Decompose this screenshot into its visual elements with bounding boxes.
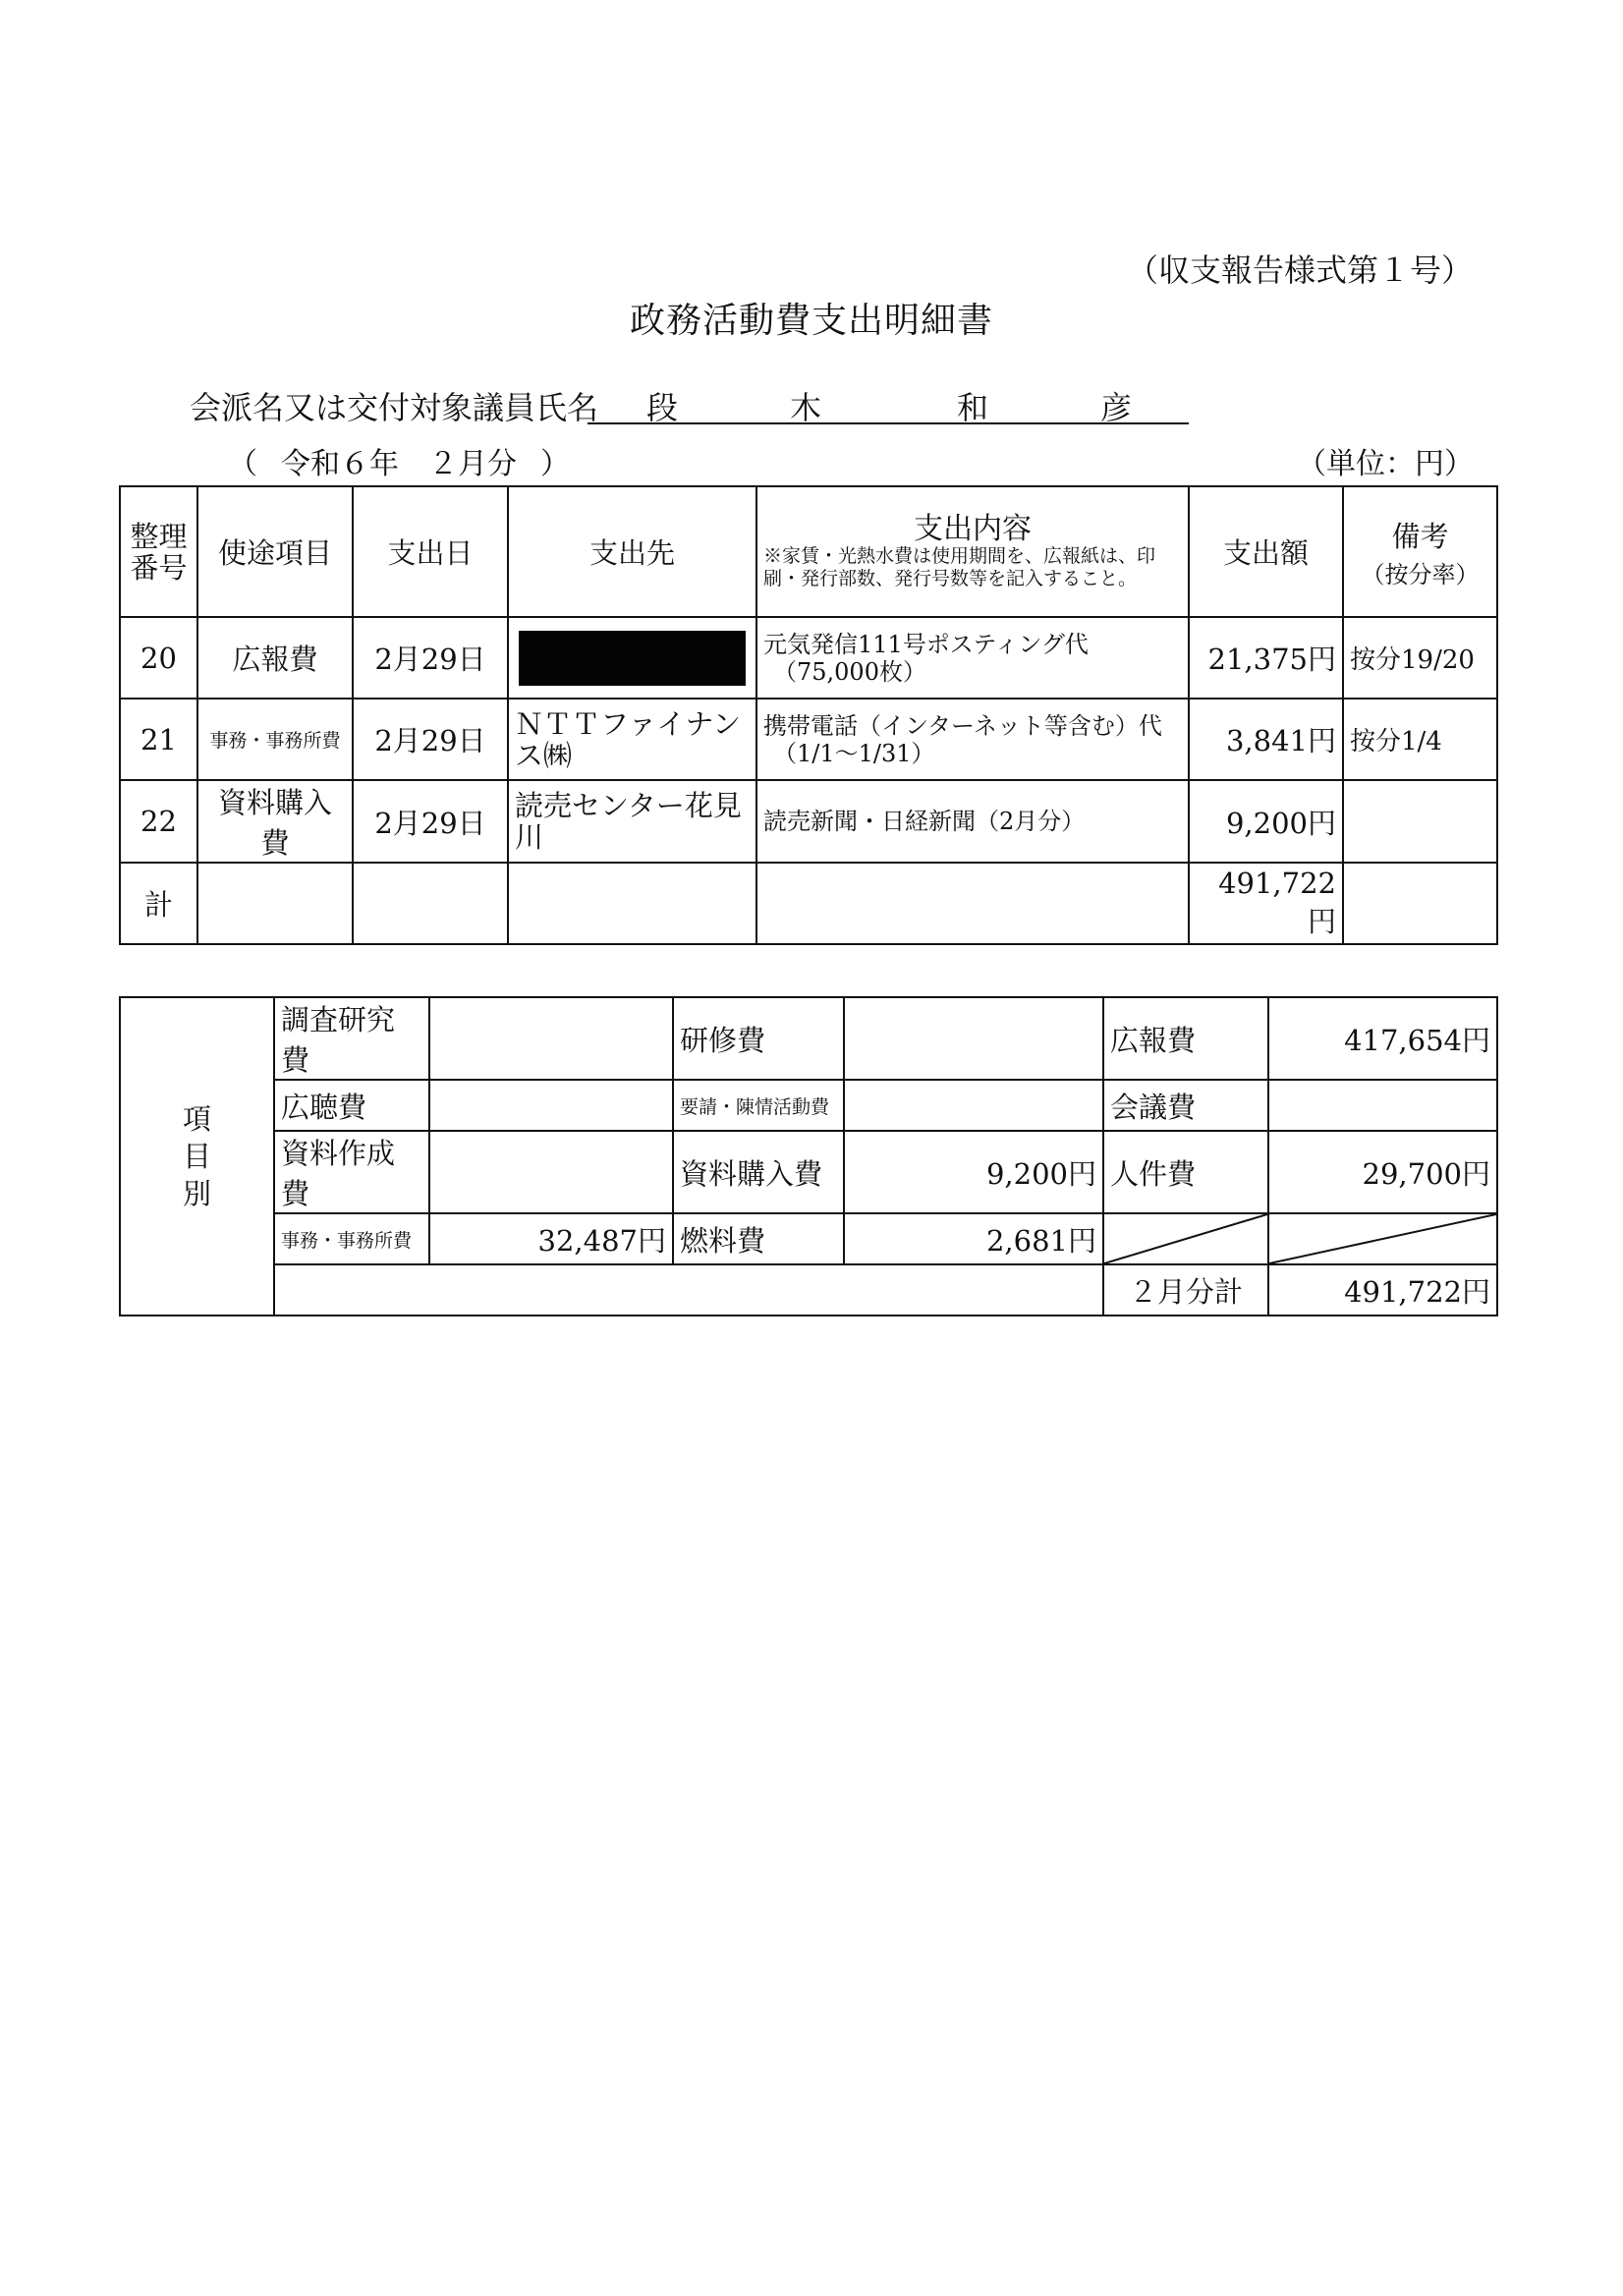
total-amount: 491,722円 [1189, 863, 1343, 944]
row-remarks [1343, 780, 1497, 863]
row-content-line1: 読売新聞・日経新聞（2月分） [763, 808, 1086, 835]
reporting-period [228, 439, 593, 482]
name-char: 段 [646, 389, 679, 426]
row-purpose: 資料購入費 [197, 780, 353, 863]
header-date: 支出日 [353, 486, 508, 617]
name-char: 木 [790, 389, 822, 426]
header-remarks-title: 備考 [1391, 519, 1449, 553]
row-date: 2月29日 [353, 617, 508, 699]
period-open: （ [228, 447, 257, 481]
summary-value: 9,200円 [844, 1131, 1103, 1213]
summary-value [1268, 1080, 1497, 1131]
row-content-line2: （75,000枚） [773, 657, 926, 686]
summary-value [844, 1080, 1103, 1131]
summary-row [120, 1131, 1497, 1213]
row-remarks: 按分1/4 [1343, 699, 1497, 780]
summary-label: 研修費 [673, 997, 844, 1080]
row-amount: 9,200円 [1189, 780, 1343, 863]
row-number: 20 [120, 617, 197, 699]
row-amount: 3,841円 [1189, 699, 1343, 780]
summary-label: 燃料費 [673, 1213, 844, 1264]
summary-total-row [120, 1264, 1497, 1316]
form-number: （収支報告様式第１号） [1126, 252, 1473, 289]
summary-value [429, 1080, 673, 1131]
name-char: 和 [957, 389, 989, 426]
header-number: 整理番号 [120, 486, 197, 617]
header-content-note: ※家賃・光熱水費は使用期間を、広報紙は、印刷・発行部数、発行号数等を記入すること。 [763, 544, 1156, 589]
summary-label: 会議費 [1103, 1080, 1268, 1131]
summary-value: 417,654円 [1268, 997, 1497, 1080]
row-payee-redacted [508, 617, 756, 699]
row-remarks: 按分19/20 [1343, 617, 1497, 699]
row-content-line2: （1/1～1/31） [773, 739, 935, 767]
table-row [120, 780, 1497, 863]
summary-value: 2,681円 [844, 1213, 1103, 1264]
member-name [588, 385, 1189, 424]
row-amount: 21,375円 [1189, 617, 1343, 699]
header-purpose: 使途項目 [197, 486, 353, 617]
header-payee: 支出先 [508, 486, 756, 617]
row-date: 2月29日 [353, 780, 508, 863]
summary-label: 資料購入費 [673, 1131, 844, 1213]
total-row [120, 863, 1497, 944]
summary-value: 32,487円 [429, 1213, 673, 1264]
table-row [120, 617, 1497, 699]
category-summary-table [119, 996, 1498, 1316]
slash-cell [1103, 1213, 1268, 1264]
period-text: 令和６年 ２月分 [281, 447, 517, 481]
redaction-block [519, 631, 746, 686]
expense-detail-table [119, 485, 1498, 945]
summary-label: 資料作成費 [274, 1131, 429, 1213]
summary-label: 広報費 [1103, 997, 1268, 1080]
summary-label: 要請・陳情活動費 [673, 1080, 844, 1131]
row-content [756, 617, 1189, 699]
row-number: 22 [120, 780, 197, 863]
row-number: 21 [120, 699, 197, 780]
summary-row [120, 997, 1497, 1080]
row-purpose: 広報費 [197, 617, 353, 699]
period-close: ） [540, 447, 570, 481]
summary-value [429, 997, 673, 1080]
month-total-label: ２月分計 [1103, 1264, 1268, 1316]
summary-label: 広聴費 [274, 1080, 429, 1131]
header-content [756, 486, 1189, 617]
category-side-label: 項 目 別 [120, 997, 274, 1316]
header-remarks-sub: （按分率） [1361, 560, 1480, 588]
name-char: 彦 [1100, 389, 1133, 426]
name-label: 会派名又は交付対象議員氏名 [190, 389, 599, 426]
row-payee: 読売センター花見川 [508, 780, 756, 863]
total-label: 計 [120, 863, 197, 944]
header-remarks [1343, 486, 1497, 617]
row-purpose: 事務・事務所費 [197, 699, 353, 780]
row-payee: ＮＴＴファイナンス㈱ [508, 699, 756, 780]
table-header-row [120, 486, 1497, 617]
summary-row [120, 1080, 1497, 1131]
summary-value [429, 1131, 673, 1213]
unit-label: （単位：円） [1297, 447, 1474, 481]
row-content [756, 780, 1189, 863]
table-row [120, 699, 1497, 780]
document-title: 政務活動費支出明細書 [629, 301, 993, 341]
header-content-title: 支出内容 [914, 511, 1032, 546]
row-content-line1: 元気発信111号ポスティング代 [763, 630, 1089, 658]
summary-value: 29,700円 [1268, 1131, 1497, 1213]
summary-label: 人件費 [1103, 1131, 1268, 1213]
row-content [756, 699, 1189, 780]
summary-row [120, 1213, 1497, 1264]
row-content-line1: 携帯電話（インターネット等含む）代 [763, 711, 1162, 740]
summary-value [844, 997, 1103, 1080]
summary-label: 調査研究費 [274, 997, 429, 1080]
header-amount: 支出額 [1189, 486, 1343, 617]
slash-cell [1268, 1213, 1497, 1264]
row-date: 2月29日 [353, 699, 508, 780]
summary-label: 事務・事務所費 [274, 1213, 429, 1264]
month-total-value: 491,722円 [1268, 1264, 1497, 1316]
